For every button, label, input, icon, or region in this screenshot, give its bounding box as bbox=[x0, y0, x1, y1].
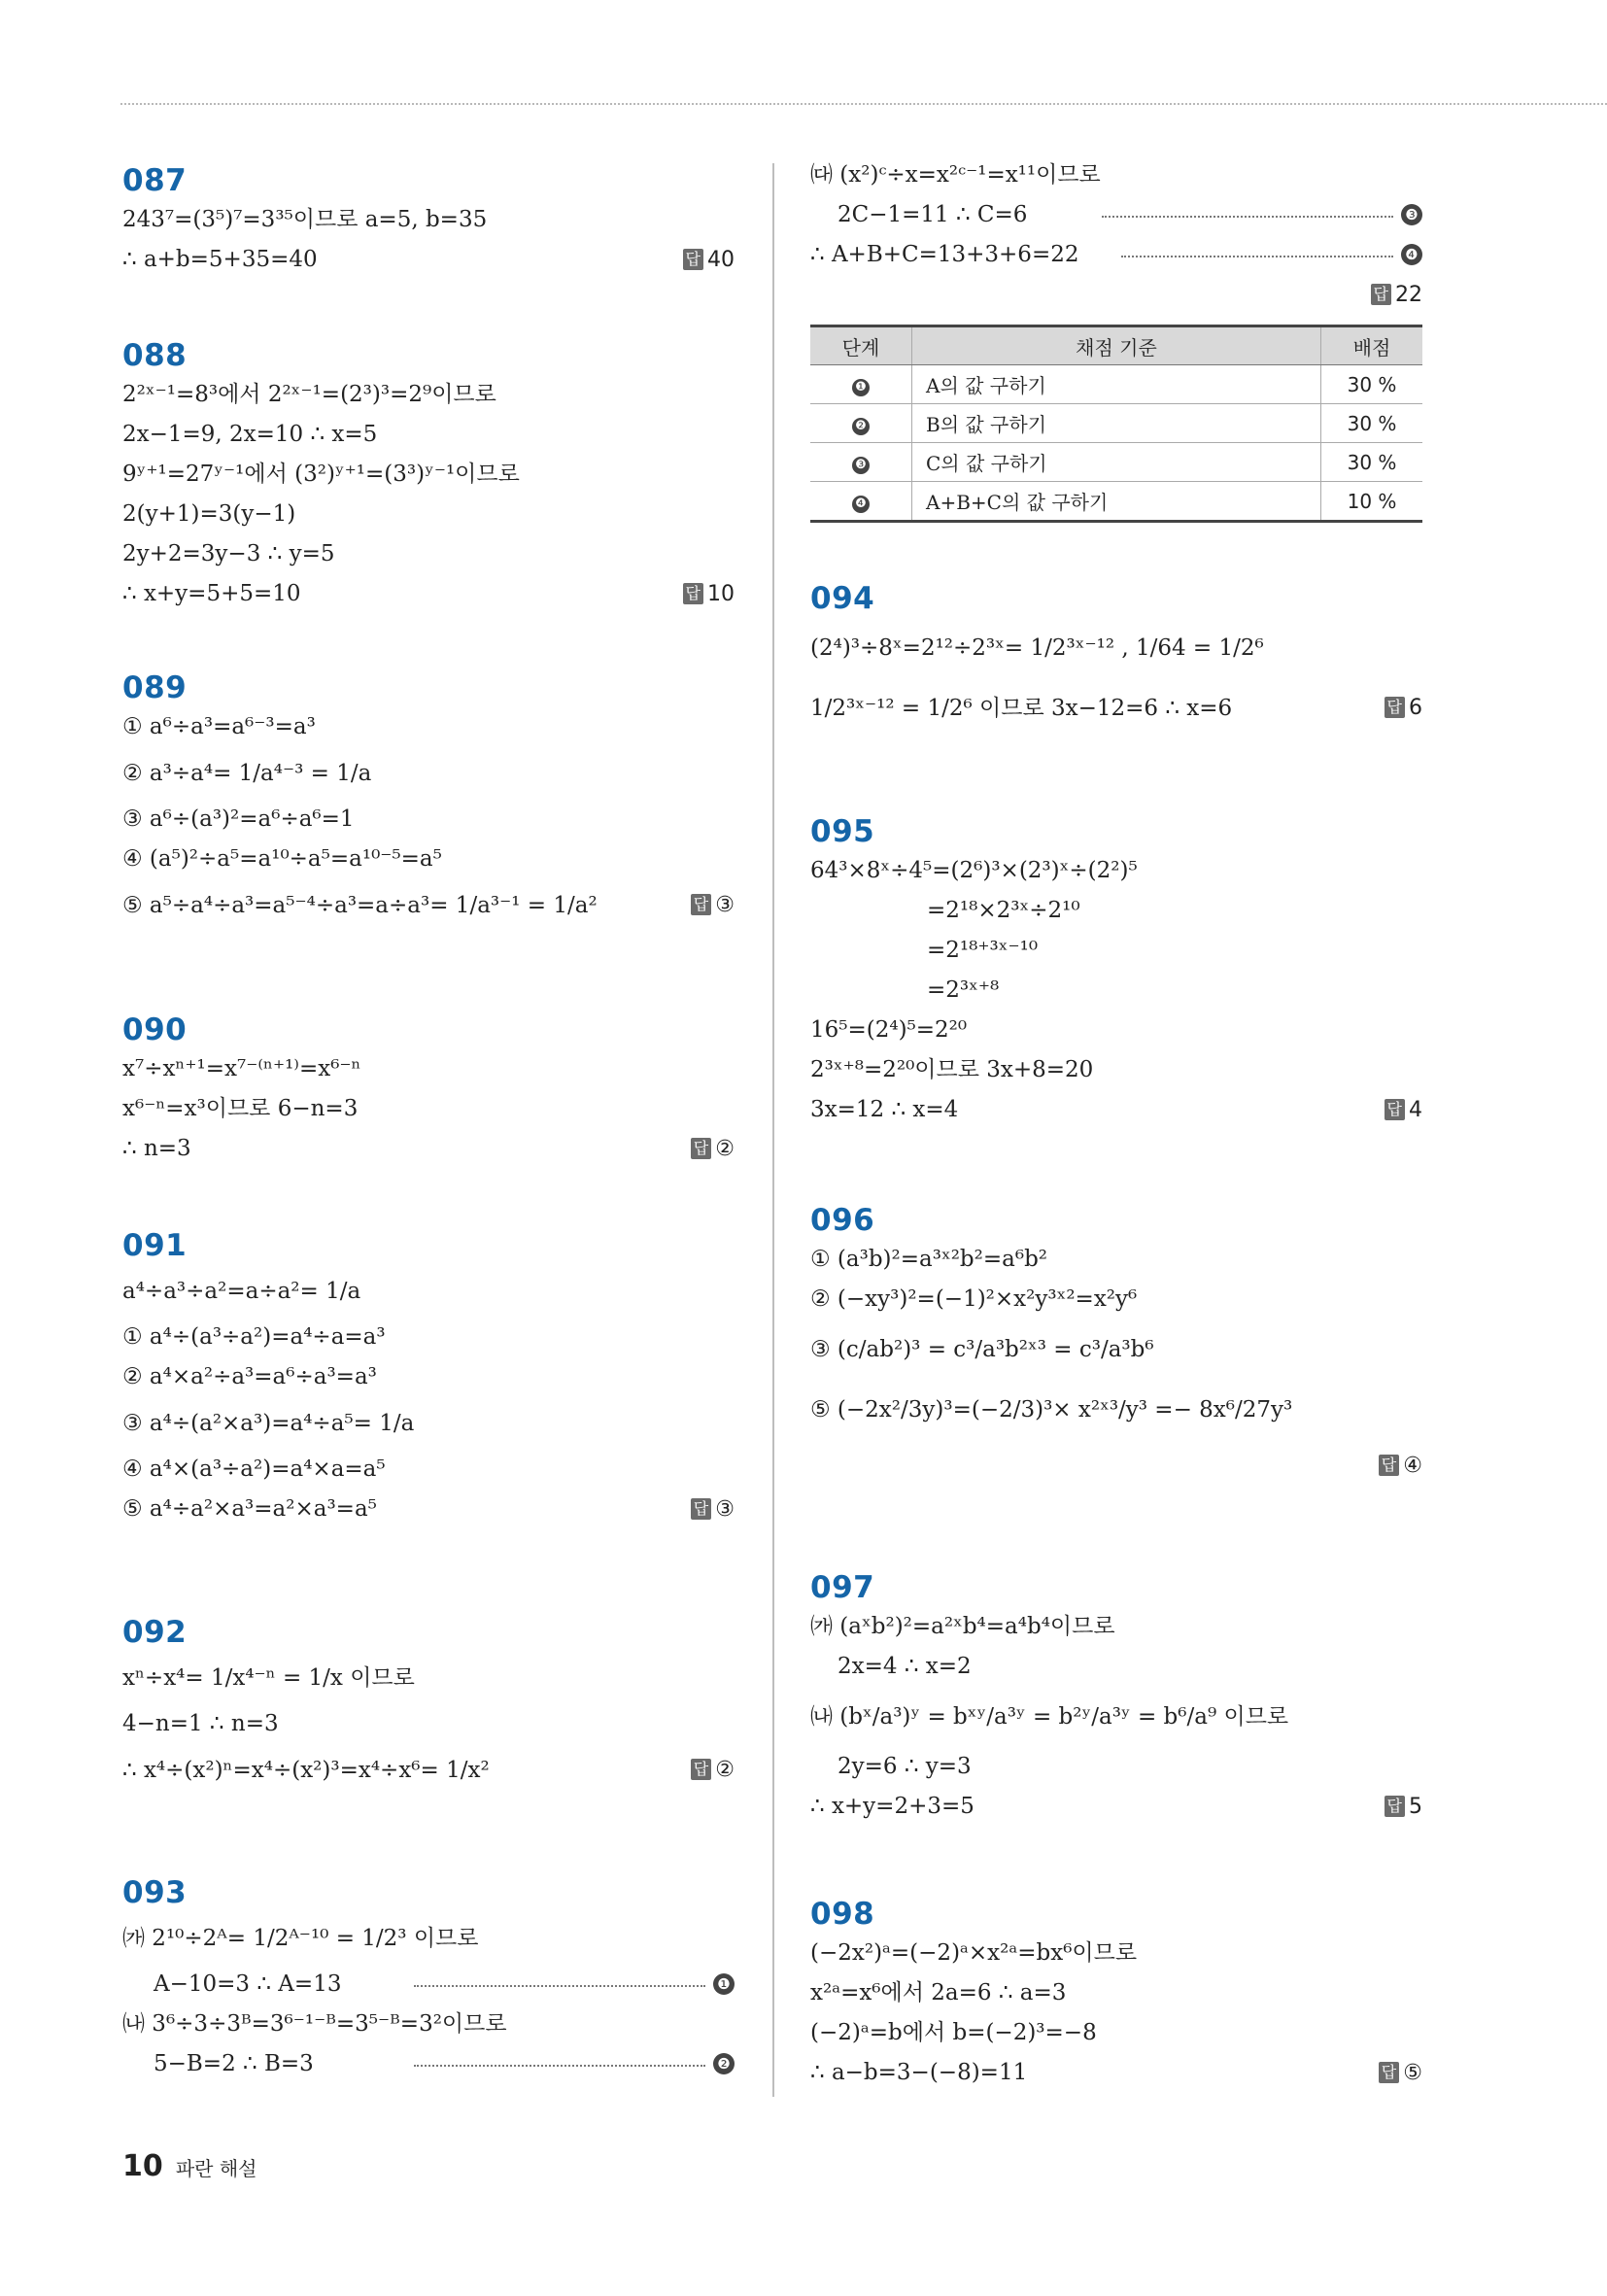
leader-dots bbox=[414, 1985, 705, 1987]
solution-line: ① a⁴÷(a³÷a²)=a⁴÷a=a³ bbox=[122, 1324, 386, 1350]
solution-line: 9ʸ⁺¹=27ʸ⁻¹에서 (3²)ʸ⁺¹=(3³)ʸ⁻¹이므로 bbox=[122, 462, 520, 487]
answer-label: 답 ④ bbox=[1379, 1446, 1422, 1486]
problem-098 bbox=[810, 1895, 1422, 2093]
step-marker: ❶ bbox=[852, 379, 870, 396]
solution-line: 5−B=2 ∴ B=3 ❷ bbox=[122, 2044, 735, 2084]
problem-number: 098 bbox=[810, 1897, 875, 1932]
solution-line: ㈎ 2¹⁰÷2ᴬ= 1/2ᴬ⁻¹⁰ = 1/2³ 이므로 bbox=[122, 1926, 479, 1951]
answer-label: 답 ② bbox=[691, 1129, 735, 1169]
points-cell: 30 % bbox=[1321, 443, 1423, 482]
problem-number: 095 bbox=[810, 814, 875, 849]
solution-line: ① (a³b)²=a³ˣ²b²=a⁶b² bbox=[810, 1247, 1048, 1272]
problem-090 bbox=[122, 1011, 735, 1169]
solution-line: ⑤ (−2x²/3y)³=(−2/3)³× x²ˣ³/y³ =− 8x⁶/27y³ bbox=[810, 1397, 1293, 1422]
solution-line: ③ a⁴÷(a²×a³)=a⁴÷a⁵= 1/a bbox=[122, 1411, 415, 1436]
problem-088 bbox=[122, 336, 735, 614]
step-marker: ❹ bbox=[852, 496, 870, 513]
step-marker: ❷ bbox=[713, 2053, 735, 2074]
points-cell: 30 % bbox=[1321, 365, 1423, 404]
solution-line: ∴ x⁴÷(x²)ⁿ=x⁴÷(x²)³=x⁴÷x⁶= 1/x² 답 ② bbox=[122, 1744, 735, 1797]
solution-line bbox=[810, 1446, 1422, 1486]
solution-line: ㈏ (bˣ/a³)ʸ = bˣʸ/a³ʸ = b²ʸ/a³ʸ = b⁶/a⁹ 이므로 bbox=[810, 1704, 1289, 1730]
criterion-cell: A의 값 구하기 bbox=[912, 365, 1321, 404]
answer-label: 답 ② bbox=[691, 1744, 735, 1797]
solution-line: ⑤ a⁵÷a⁴÷a³=a⁵⁻⁴÷a³=a÷a³= 1/a³⁻¹ = 1/a² 답 ③ bbox=[122, 879, 735, 932]
problem-number: 094 bbox=[810, 581, 875, 616]
solution-line: ∴ a−b=3−(−8)=11 답 ⑤ bbox=[810, 2053, 1422, 2093]
answer-label: 답 ③ bbox=[691, 879, 735, 932]
answer-label: 답 22 bbox=[1371, 275, 1422, 315]
answer-label: 답 ⑤ bbox=[1379, 2053, 1422, 2093]
problem-number: 091 bbox=[122, 1228, 188, 1263]
solution-line: ④ (a⁵)²÷a⁵=a¹⁰÷a⁵=a¹⁰⁻⁵=a⁵ bbox=[122, 846, 442, 872]
solution-line: ㈏ 3⁶÷3÷3ᴮ=3⁶⁻¹⁻ᴮ=3⁵⁻ᴮ=3²이므로 bbox=[122, 2011, 507, 2037]
leader-dots bbox=[1121, 256, 1393, 257]
step-marker: ❷ bbox=[852, 418, 870, 435]
table-row bbox=[810, 404, 1422, 443]
solution-line: ③ (c/ab²)³ = c³/a³b²ˣ³ = c³/a³b⁶ bbox=[810, 1337, 1154, 1362]
solution-line: ② (−xy³)²=(−1)²×x²y³ˣ²=x²y⁶ bbox=[810, 1286, 1138, 1312]
page-number: 10 bbox=[122, 2149, 163, 2183]
answer-label: 답 6 bbox=[1385, 678, 1422, 738]
problem-number: 087 bbox=[122, 163, 188, 198]
solution-line: =2¹⁸⁺³ˣ⁻¹⁰ bbox=[927, 938, 1039, 963]
top-dotted-rule bbox=[120, 103, 1607, 105]
solution-line: xⁿ÷x⁴= 1/x⁴⁻ⁿ = 1/x 이므로 bbox=[122, 1665, 415, 1691]
solution-line: ② a³÷a⁴= 1/a⁴⁻³ = 1/a bbox=[122, 761, 372, 786]
solution-line: 4−n=1 ∴ n=3 bbox=[122, 1711, 279, 1736]
step-marker: ❹ bbox=[1401, 244, 1422, 265]
solution-line: =2¹⁸×2³ˣ÷2¹⁰ bbox=[927, 898, 1080, 923]
problem-091 bbox=[122, 1226, 735, 1529]
page-footer bbox=[122, 2149, 256, 2183]
solution-line: ① a⁶÷a³=a⁶⁻³=a³ bbox=[122, 714, 316, 739]
problem-087 bbox=[122, 161, 735, 280]
problem-number: 096 bbox=[810, 1203, 875, 1238]
solution-line: ③ a⁶÷(a³)²=a⁶÷a⁶=1 bbox=[122, 806, 355, 832]
column-header: 단계 bbox=[810, 326, 912, 365]
solution-line: 2(y+1)=3(y−1) bbox=[122, 501, 296, 527]
solution-line: ∴ x+y=5+5=10 답 10 bbox=[122, 574, 735, 614]
solution-line: ∴ n=3 답 ② bbox=[122, 1129, 735, 1169]
problem-093 bbox=[122, 1873, 735, 2084]
problem-089 bbox=[122, 668, 735, 932]
solution-line: 2C−1=11 ∴ C=6 ❸ bbox=[810, 195, 1422, 235]
answer-label: 답 40 bbox=[683, 240, 735, 280]
answer-label: 답 ③ bbox=[691, 1490, 735, 1529]
step-marker: ❶ bbox=[713, 1973, 735, 1995]
problem-092 bbox=[122, 1613, 735, 1797]
step-marker: ❸ bbox=[1401, 204, 1422, 225]
solution-line: 243⁷=(3⁵)⁷=3³⁵이므로 a=5, b=35 bbox=[122, 207, 488, 232]
solution-line: ㈐ (x²)ᶜ÷x=x²ᶜ⁻¹=x¹¹이므로 bbox=[810, 162, 1101, 188]
problem-093-continued bbox=[810, 155, 1422, 315]
solution-line: (−2x²)ᵃ=(−2)ᵃ×x²ᵃ=bx⁶이므로 bbox=[810, 1940, 1138, 1966]
problem-094 bbox=[810, 579, 1422, 738]
answer-label: 답 10 bbox=[683, 574, 735, 614]
problem-number: 088 bbox=[122, 338, 188, 373]
footer-label: 파란 해설 bbox=[175, 2157, 257, 2180]
leader-dots bbox=[1102, 216, 1393, 218]
column-divider bbox=[772, 163, 774, 2097]
solution-line: 2²ˣ⁻¹=8³에서 2²ˣ⁻¹=(2³)³=2⁹이므로 bbox=[122, 382, 496, 407]
answer-label: 답 5 bbox=[1385, 1787, 1422, 1827]
solution-line: 16⁵=(2⁴)⁵=2²⁰ bbox=[810, 1017, 968, 1043]
solution-line: ㈎ (aˣb²)²=a²ˣb⁴=a⁴b⁴이므로 bbox=[810, 1614, 1115, 1639]
table-header-row bbox=[810, 326, 1422, 365]
answer-label: 답 4 bbox=[1385, 1090, 1422, 1130]
criterion-cell: A+B+C의 값 구하기 bbox=[912, 482, 1321, 522]
problem-number: 090 bbox=[122, 1012, 188, 1047]
problem-number: 089 bbox=[122, 670, 188, 705]
problem-number: 092 bbox=[122, 1615, 188, 1650]
solution-line: 1/2³ˣ⁻¹² = 1/2⁶ 이므로 3x−12=6 ∴ x=6 답 6 bbox=[810, 678, 1422, 738]
solution-line: (−2)ᵃ=b에서 b=(−2)³=−8 bbox=[810, 2020, 1097, 2045]
solution-line: 2³ˣ⁺⁸=2²⁰이므로 3x+8=20 bbox=[810, 1057, 1094, 1082]
criterion-cell: C의 값 구하기 bbox=[912, 443, 1321, 482]
problem-096 bbox=[810, 1201, 1422, 1486]
solution-line: (2⁴)³÷8ˣ=2¹²÷2³ˣ= 1/2³ˣ⁻¹² , 1/64 = 1/2⁶ bbox=[810, 635, 1264, 661]
criterion-cell: B의 값 구하기 bbox=[912, 404, 1321, 443]
problem-number: 093 bbox=[122, 1875, 188, 1910]
problem-number: 097 bbox=[810, 1570, 875, 1605]
problem-095 bbox=[810, 812, 1422, 1130]
column-header: 채점 기준 bbox=[912, 326, 1321, 365]
solution-line: 2x=4 ∴ x=2 bbox=[838, 1654, 972, 1679]
solution-line: ② a⁴×a²÷a³=a⁶÷a³=a³ bbox=[122, 1364, 377, 1389]
step-marker: ❸ bbox=[852, 457, 870, 474]
solution-line: x²ᵃ=x⁶에서 2a=6 ∴ a=3 bbox=[810, 1980, 1067, 2005]
solution-line: 2y+2=3y−3 ∴ y=5 bbox=[122, 541, 335, 566]
points-cell: 10 % bbox=[1321, 482, 1423, 522]
solution-line: 64³×8ˣ÷4⁵=(2⁶)³×(2³)ˣ÷(2²)⁵ bbox=[810, 858, 1138, 883]
solution-line: x⁶⁻ⁿ=x³이므로 6−n=3 bbox=[122, 1096, 359, 1121]
solution-line: 2x−1=9, 2x=10 ∴ x=5 bbox=[122, 422, 378, 447]
points-cell: 30 % bbox=[1321, 404, 1423, 443]
solution-line: a⁴÷a³÷a²=a÷a²= 1/a bbox=[122, 1279, 361, 1304]
table-row bbox=[810, 482, 1422, 522]
problem-097 bbox=[810, 1568, 1422, 1827]
table-row bbox=[810, 443, 1422, 482]
solution-line: ∴ a+b=5+35=40 답 40 bbox=[122, 240, 735, 280]
column-header: 배점 bbox=[1321, 326, 1423, 365]
solution-line: ⑤ a⁴÷a²×a³=a²×a³=a⁵ 답 ③ bbox=[122, 1490, 735, 1529]
grading-rubric-table bbox=[810, 325, 1422, 523]
solution-line bbox=[810, 275, 1422, 315]
table-row bbox=[810, 365, 1422, 404]
solution-line: x⁷÷xⁿ⁺¹=x⁷⁻⁽ⁿ⁺¹⁾=x⁶⁻ⁿ bbox=[122, 1056, 361, 1081]
solution-line: ∴ x+y=2+3=5 답 5 bbox=[810, 1787, 1422, 1827]
solution-line: A−10=3 ∴ A=13 ❶ bbox=[122, 1965, 735, 2005]
solution-line: 2y=6 ∴ y=3 bbox=[838, 1754, 972, 1779]
solution-line: 3x=12 ∴ x=4 답 4 bbox=[810, 1090, 1422, 1130]
solution-line: ∴ A+B+C=13+3+6=22 ❹ bbox=[810, 235, 1422, 275]
solution-line: =2³ˣ⁺⁸ bbox=[927, 977, 1000, 1003]
leader-dots bbox=[414, 2065, 705, 2067]
solution-line: ④ a⁴×(a³÷a²)=a⁴×a=a⁵ bbox=[122, 1456, 386, 1482]
